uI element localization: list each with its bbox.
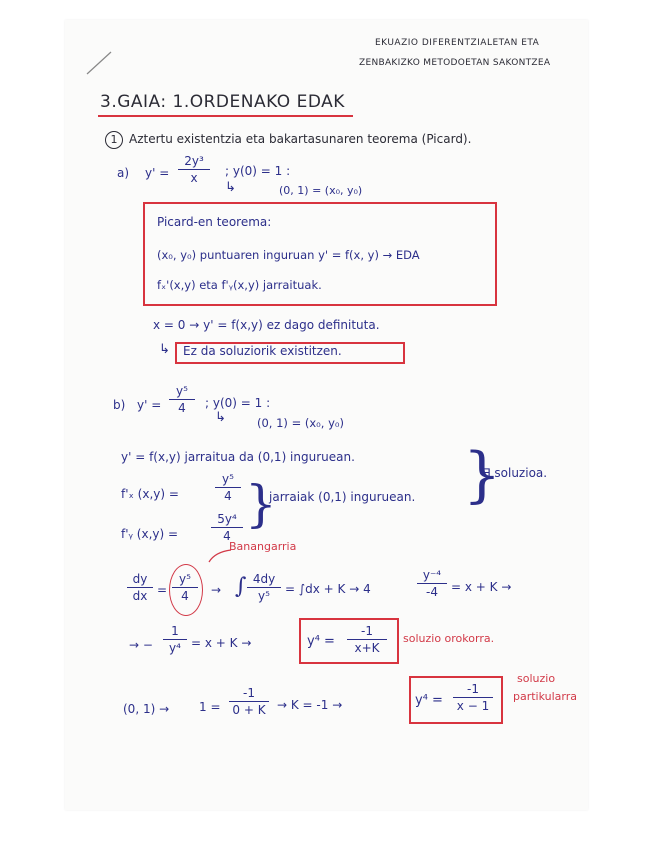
eq-sign: = — [157, 583, 168, 597]
fraction-denominator: x — [190, 171, 198, 185]
banangarria-pointer — [205, 546, 235, 566]
fraction-bar — [211, 527, 243, 528]
page-title: 3.GAIA: 1.ORDENAKO EDAK — [100, 92, 345, 112]
fraction-numerator: 2y³ — [184, 154, 204, 168]
power-rhs: = x + K → — [451, 580, 512, 594]
picard-box-line1: Picard-en teorema: — [157, 215, 272, 229]
partials-brace: } — [245, 475, 277, 533]
fraction-denominator: y⁵ — [258, 589, 270, 603]
fraction-bar — [417, 583, 447, 584]
particular-solution-fraction — [453, 682, 493, 713]
fraction-numerator: 4dy — [252, 572, 276, 586]
fraction-denominator: 0 + K — [232, 703, 266, 717]
particular-solution-label-2: partikularra — [513, 690, 578, 703]
step2-fraction — [163, 624, 187, 655]
initial-condition-point: (0, 1) → — [123, 702, 170, 716]
part-b-eq-fraction — [169, 384, 195, 415]
part-b-condition: ; y(0) = 1 : — [205, 396, 271, 410]
exercise-statement: Aztertu existentzia eta bakartasunaren teorema (Picard). — [129, 132, 472, 146]
fraction-bar — [169, 399, 195, 400]
fraction-bar — [229, 701, 269, 702]
fraction-bar — [347, 639, 387, 640]
integral-fraction — [247, 572, 281, 603]
fraction-bar — [215, 487, 241, 488]
part-b-arrow-icon: ↳ — [215, 410, 226, 425]
fraction-denominator: dx — [132, 589, 148, 603]
fraction-numerator: y⁵ — [176, 384, 188, 398]
picard-box-line2: (x₀, y₀) puntuaren inguruan y' = f(x, y) → EDA — [157, 248, 420, 262]
partials-continuous: jarraiak (0,1) inguruean. — [269, 490, 416, 504]
integral-rhs: = ∫dx + K → 4 — [285, 582, 371, 596]
fraction-denominator: y⁴ — [169, 641, 181, 655]
fraction-bar — [178, 169, 210, 170]
part-a-conclusion-arrow-icon: ↳ — [159, 342, 170, 357]
step2-rhs: = x + K → — [191, 636, 252, 650]
fraction-denominator: 4 — [178, 401, 186, 415]
integral-sign: ∫ — [235, 574, 247, 599]
dy-dx-fraction — [127, 572, 153, 603]
part-a-point: (0, 1) = (x₀, y₀) — [279, 184, 363, 197]
exercise-number: 1 — [105, 131, 123, 149]
fraction-numerator: -1 — [467, 682, 479, 696]
fraction-denominator: -4 — [426, 585, 438, 599]
part-a-arrow-icon: ↳ — [225, 180, 236, 195]
fraction-denominator: x − 1 — [456, 699, 490, 713]
existence-conclusion: ∃ soluzioa. — [483, 466, 548, 480]
existence-brace: } — [463, 440, 502, 510]
part-a-note: x = 0 → y' = f(x,y) ez dago definituta. — [153, 318, 380, 332]
partial-x-fraction — [215, 472, 241, 503]
power-fraction — [417, 568, 447, 599]
course-header-line1: EKUAZIO DIFERENTZIALETAN ETA — [375, 38, 540, 48]
fraction-numerator: dy — [132, 572, 148, 586]
partial-y-lhs: f'ᵧ (x,y) = — [121, 527, 179, 541]
notebook-page — [65, 20, 588, 810]
ic-k-value: → K = -1 → — [277, 698, 343, 712]
fraction-numerator: -1 — [361, 624, 373, 638]
part-a-conclusion: Ez da soluziorik existitzen. — [183, 344, 342, 358]
fraction-numerator: y⁻⁴ — [422, 568, 442, 582]
part-a-eq-lhs: y' = — [145, 166, 170, 180]
ic-one: 1 = — [199, 700, 221, 714]
banangarria-label: Banangarria — [229, 540, 297, 553]
ic-fraction — [229, 686, 269, 717]
partial-y-fraction — [211, 512, 243, 543]
general-solution-lhs: y⁴ = — [307, 634, 335, 649]
step2-lhs: → − — [129, 638, 153, 652]
general-solution-fraction — [347, 624, 387, 655]
fraction-bar — [163, 639, 187, 640]
fraction-bar — [247, 587, 281, 588]
part-a-label: a) — [117, 166, 130, 180]
fraction-numerator: y⁵ — [222, 472, 234, 486]
part-b-label: b) — [113, 398, 126, 412]
particular-solution-label-1: soluzio — [517, 672, 556, 685]
particular-solution-lhs: y⁴ = — [415, 693, 443, 708]
fraction-bar — [127, 587, 153, 588]
fraction-denominator: 4 — [181, 589, 189, 603]
fraction-numerator: y⁵ — [179, 572, 191, 586]
arrow-icon: → — [211, 583, 222, 597]
title-underline — [98, 115, 353, 117]
part-b-point: (0, 1) = (x₀, y₀) — [257, 416, 344, 430]
fraction-denominator: x+K — [354, 641, 380, 655]
fraction-numerator: 5y⁴ — [217, 512, 237, 526]
fraction-denominator: 4 — [224, 489, 232, 503]
part-b-continuity: y' = f(x,y) jarraitua da (0,1) inguruean. — [121, 450, 355, 464]
part-a-condition: ; y(0) = 1 : — [225, 164, 291, 178]
separable-rhs-fraction — [172, 572, 198, 603]
picard-box-line3: fₓ'(x,y) eta f'ᵧ(x,y) jarraituak. — [157, 278, 322, 292]
fraction-bar — [453, 697, 493, 698]
fraction-numerator: 1 — [171, 624, 179, 638]
partial-x-lhs: f'ₓ (x,y) = — [121, 487, 179, 501]
part-a-eq-fraction — [178, 154, 210, 185]
general-solution-label: soluzio orokorra. — [403, 632, 495, 645]
fraction-bar — [172, 587, 198, 588]
part-b-eq-lhs: y' = — [137, 398, 162, 412]
fraction-numerator: -1 — [243, 686, 255, 700]
course-header-line2: ZENBAKIZKO METODOETAN SAKONTZEA — [359, 58, 551, 68]
pen-stroke-mark — [85, 48, 115, 78]
fraction-denominator: 4 — [223, 529, 231, 543]
